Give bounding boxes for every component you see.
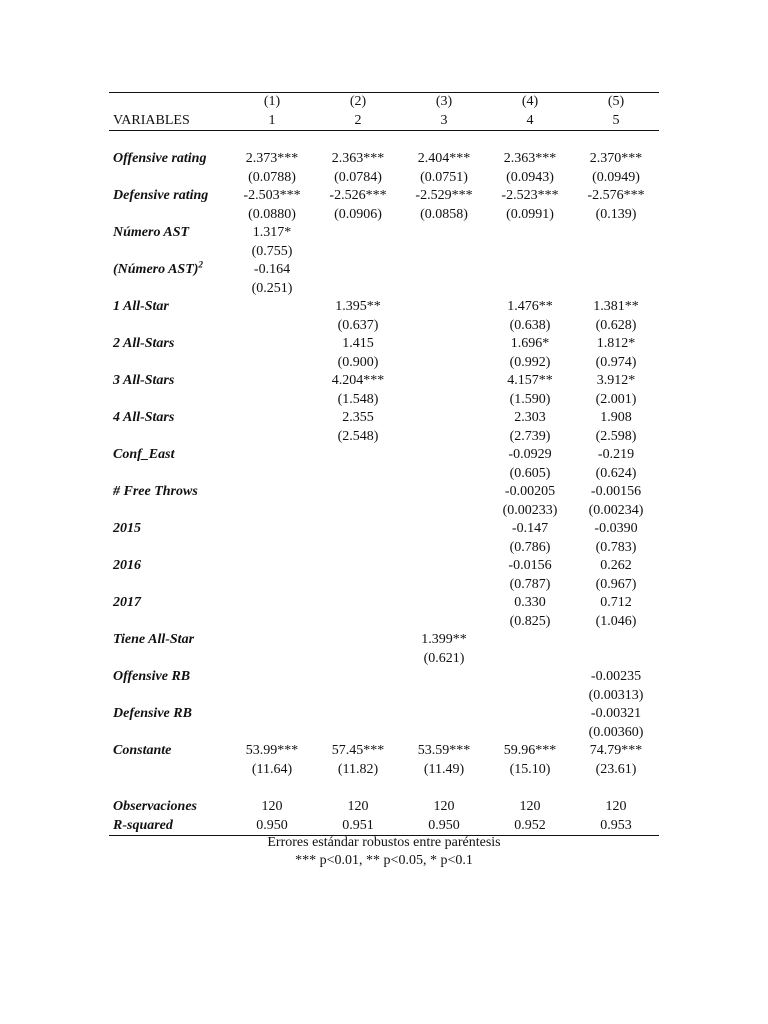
header-row-column-names [109, 112, 659, 131]
header-column-name: 2 [315, 112, 401, 131]
table-row-coefficient [109, 224, 659, 243]
standard-error-cell [315, 724, 401, 743]
statistic-label: R-squared [109, 817, 229, 836]
coefficient-cell: 2.303 [514, 410, 546, 425]
standard-error-cell [401, 502, 487, 521]
standard-error-cell: (0.00313) [588, 687, 644, 703]
coefficient-cell: 0.330 [514, 595, 546, 610]
coefficient-cell [401, 483, 487, 502]
coefficient-cell [401, 409, 487, 428]
standard-error-cell: (15.10) [509, 761, 551, 777]
table-row-coefficient [109, 631, 659, 650]
coefficient-cell [315, 224, 401, 243]
table-row-coefficient [109, 335, 659, 354]
standard-error-cell [315, 650, 401, 669]
standard-error-cell [229, 650, 315, 669]
coefficient-cell [229, 335, 315, 354]
standard-error-cell [315, 502, 401, 521]
variable-label [109, 261, 229, 280]
coefficient-cell [401, 668, 487, 687]
standard-error-cell: (0.992) [509, 354, 551, 370]
variable-label-text: Tiene All-Star [113, 632, 195, 647]
standard-error-cell: (1.548) [337, 391, 379, 407]
coefficient-cell [401, 335, 487, 354]
coefficient-cell [401, 705, 487, 724]
empty-label-cell [109, 391, 229, 410]
variable-label-text: 2017 [113, 595, 141, 610]
header-column-name: 3 [401, 112, 487, 131]
coefficient-cell: -2.523*** [501, 188, 559, 203]
header-column-name: 5 [573, 112, 659, 131]
standard-error-cell: (0.624) [595, 465, 637, 481]
standard-error-cell [229, 428, 315, 447]
coefficient-cell [315, 261, 401, 280]
standard-error-cell: (0.0858) [420, 206, 468, 222]
standard-error-cell [401, 428, 487, 447]
standard-error-cell: (0.967) [595, 576, 637, 592]
table-row-coefficient [109, 261, 659, 280]
standard-error-cell: (2.598) [595, 428, 637, 444]
empty-label-cell [109, 317, 229, 336]
coefficient-cell: 1.381** [593, 299, 639, 314]
empty-label-cell [109, 687, 229, 706]
table-row-coefficient [109, 520, 659, 539]
statistic-value: 120 [605, 799, 627, 814]
variable-label-text: Número AST [113, 225, 190, 240]
coefficient-cell: 1.399** [421, 632, 467, 647]
standard-error-cell: (0.825) [509, 613, 551, 629]
standard-error-cell [315, 465, 401, 484]
standard-error-cell: (0.786) [509, 539, 551, 555]
variable-label-text: 4 All-Stars [113, 410, 175, 425]
coefficient-cell: -2.526*** [329, 188, 387, 203]
empty-label-cell [109, 428, 229, 447]
table-row-standard-error [109, 206, 659, 225]
standard-error-cell: (0.974) [595, 354, 637, 370]
table-row-statistic [109, 798, 659, 817]
standard-error-cell [487, 724, 573, 743]
standard-error-cell [573, 650, 659, 669]
standard-error-cell: (1.590) [509, 391, 551, 407]
coefficient-cell: 4.204*** [331, 373, 385, 388]
variable-label [109, 409, 229, 428]
table-row-standard-error [109, 613, 659, 632]
table-row-standard-error [109, 317, 659, 336]
coefficient-cell: -0.164 [253, 262, 291, 277]
standard-error-cell [401, 539, 487, 558]
variable-label-text: Offensive RB [113, 669, 191, 684]
table-row-standard-error [109, 761, 659, 780]
standard-error-cell [487, 650, 573, 669]
coefficient-cell [401, 372, 487, 391]
coefficient-cell [573, 261, 659, 280]
empty-label-cell [109, 613, 229, 632]
header-row-column-numbers [109, 93, 659, 112]
table-row-coefficient [109, 187, 659, 206]
table-body [109, 131, 659, 799]
variable-label [109, 557, 229, 576]
variable-label-text: Constante [113, 743, 172, 758]
standard-error-cell: (0.251) [251, 280, 293, 296]
table-row-standard-error [109, 687, 659, 706]
coefficient-cell [401, 594, 487, 613]
coefficient-cell: 2.363*** [503, 151, 557, 166]
empty-label-cell [109, 206, 229, 225]
coefficient-cell [401, 298, 487, 317]
standard-error-cell: (1.046) [595, 613, 637, 629]
table-row-coefficient [109, 705, 659, 724]
table-row-coefficient [109, 557, 659, 576]
regression-table [109, 92, 659, 836]
standard-error-cell [573, 243, 659, 262]
variable-label [109, 224, 229, 243]
coefficient-cell: -0.00235 [590, 669, 642, 684]
coefficient-cell [487, 261, 573, 280]
variable-label-text: # Free Throws [113, 484, 198, 499]
coefficient-cell [401, 520, 487, 539]
empty-label-cell [109, 354, 229, 373]
standard-error-cell [315, 687, 401, 706]
table-row-standard-error [109, 724, 659, 743]
statistic-value: 120 [347, 799, 369, 814]
coefficient-cell: 2.404*** [417, 151, 471, 166]
standard-error-cell [229, 354, 315, 373]
standard-error-cell: (0.783) [595, 539, 637, 555]
header-column-number: (5) [573, 93, 659, 112]
standard-error-cell [229, 576, 315, 595]
variable-label-text: 1 All-Star [113, 299, 169, 314]
table-row-coefficient [109, 150, 659, 169]
coefficient-cell [573, 224, 659, 243]
table-footer [109, 798, 659, 836]
coefficient-cell: 1.812* [596, 336, 636, 351]
standard-error-cell: (0.0906) [334, 206, 382, 222]
coefficient-cell: 1.395** [335, 299, 381, 314]
standard-error-cell: (0.637) [337, 317, 379, 333]
standard-error-cell [229, 465, 315, 484]
standard-error-cell [401, 465, 487, 484]
statistic-value: 120 [433, 799, 455, 814]
empty-label-cell [109, 539, 229, 558]
statistic-value: 0.952 [487, 817, 573, 836]
empty-label-cell [109, 280, 229, 299]
coefficient-cell: 2.373*** [245, 151, 299, 166]
standard-error-cell [315, 280, 401, 299]
coefficient-cell [229, 594, 315, 613]
coefficient-cell: -2.529*** [415, 188, 473, 203]
standard-error-cell: (0.787) [509, 576, 551, 592]
coefficient-cell: -0.0156 [508, 558, 552, 573]
table-row-standard-error [109, 354, 659, 373]
coefficient-cell: 3.912* [596, 373, 636, 388]
table-row-standard-error [109, 428, 659, 447]
header-column-number: (4) [487, 93, 573, 112]
header-variables-label: VARIABLES [109, 112, 229, 131]
variable-label-text: Defensive RB [113, 706, 192, 721]
variable-label-text: Conf_East [113, 447, 175, 462]
coefficient-cell: 53.99*** [245, 743, 299, 758]
standard-error-cell [315, 243, 401, 262]
table-header [109, 93, 659, 131]
standard-error-cell [487, 243, 573, 262]
standard-error-cell [487, 687, 573, 706]
empty-label-cell [109, 465, 229, 484]
variable-label-text: Defensive rating [113, 188, 209, 203]
variable-label [109, 187, 229, 206]
variable-label-text: 2 All-Stars [113, 336, 175, 351]
table-row-coefficient [109, 409, 659, 428]
standard-error-cell [401, 687, 487, 706]
variable-label-text: 2015 [113, 521, 141, 536]
empty-label-cell [109, 761, 229, 780]
standard-error-cell: (0.638) [509, 317, 551, 333]
coefficient-cell: 74.79*** [589, 743, 643, 758]
coefficient-cell [315, 668, 401, 687]
variable-label [109, 446, 229, 465]
standard-error-cell: (11.82) [337, 761, 379, 777]
standard-error-cell [229, 613, 315, 632]
spacer-row [109, 131, 659, 151]
variable-label [109, 372, 229, 391]
coefficient-cell: 57.45*** [331, 743, 385, 758]
header-column-name: 4 [487, 112, 573, 131]
variable-label-text: (Número AST) [113, 262, 199, 277]
table-row-standard-error [109, 243, 659, 262]
coefficient-cell: 59.96*** [503, 743, 557, 758]
coefficient-cell: -2.576*** [587, 188, 645, 203]
coefficient-cell [315, 483, 401, 502]
standard-error-cell [487, 280, 573, 299]
empty-label-cell [109, 502, 229, 521]
coefficient-cell [229, 631, 315, 650]
standard-error-cell: (0.0991) [506, 206, 554, 222]
coefficient-cell [573, 631, 659, 650]
coefficient-cell: 0.712 [600, 595, 632, 610]
table-row-coefficient [109, 483, 659, 502]
standard-error-cell: (0.0949) [592, 169, 640, 185]
standard-error-cell [401, 280, 487, 299]
variable-label [109, 742, 229, 761]
coefficient-cell: 2.363*** [331, 151, 385, 166]
coefficient-cell: 1.476** [507, 299, 553, 314]
standard-error-cell [401, 613, 487, 632]
coefficient-cell [315, 520, 401, 539]
table-row-standard-error [109, 539, 659, 558]
coefficient-cell [229, 557, 315, 576]
table-row-coefficient [109, 742, 659, 761]
variable-label [109, 705, 229, 724]
standard-error-cell [401, 243, 487, 262]
variable-label [109, 520, 229, 539]
standard-error-cell: (0.628) [595, 317, 637, 333]
standard-error-cell: (0.0784) [334, 169, 382, 185]
table-row-standard-error [109, 280, 659, 299]
coefficient-cell [229, 372, 315, 391]
table-row-standard-error [109, 465, 659, 484]
coefficient-cell: -0.0390 [594, 521, 638, 536]
standard-error-cell [229, 391, 315, 410]
standard-error-cell [401, 317, 487, 336]
coefficient-cell [487, 705, 573, 724]
coefficient-cell [315, 705, 401, 724]
variable-label [109, 668, 229, 687]
coefficient-cell: 53.59*** [417, 743, 471, 758]
coefficient-cell [229, 668, 315, 687]
standard-error-cell [315, 613, 401, 632]
standard-error-cell [573, 280, 659, 299]
header-column-number: (3) [401, 93, 487, 112]
coefficient-cell: 1.908 [600, 410, 632, 425]
variable-label [109, 483, 229, 502]
standard-error-cell [229, 502, 315, 521]
standard-error-cell [401, 724, 487, 743]
coefficient-cell: -0.00321 [590, 706, 642, 721]
variable-label [109, 335, 229, 354]
standard-error-cell [401, 391, 487, 410]
standard-error-cell: (0.0788) [248, 169, 296, 185]
table-row-standard-error [109, 576, 659, 595]
statistic-value: 0.953 [573, 817, 659, 836]
header-column-number: (1) [229, 93, 315, 112]
coefficient-cell [229, 446, 315, 465]
coefficient-cell [315, 446, 401, 465]
coefficient-cell: 4.157** [507, 373, 553, 388]
table-row-standard-error [109, 169, 659, 188]
table-row-coefficient [109, 594, 659, 613]
statistic-value: 120 [519, 799, 541, 814]
statistic-label: Observaciones [113, 799, 197, 814]
standard-error-cell: (11.49) [423, 761, 465, 777]
coefficient-cell [229, 409, 315, 428]
standard-error-cell [229, 317, 315, 336]
variable-label [109, 631, 229, 650]
coefficient-cell [229, 705, 315, 724]
standard-error-cell: (2.739) [509, 428, 551, 444]
empty-label-cell [109, 169, 229, 188]
coefficient-cell [401, 446, 487, 465]
header-column-number: (2) [315, 93, 401, 112]
empty-label-cell [109, 724, 229, 743]
standard-error-cell [315, 539, 401, 558]
standard-error-cell: (0.621) [423, 650, 465, 666]
coefficient-cell: -0.00156 [590, 484, 642, 499]
standard-error-cell [401, 576, 487, 595]
spacer-row [109, 779, 659, 798]
coefficient-cell [315, 557, 401, 576]
statistic-value: 0.950 [401, 817, 487, 836]
standard-error-cell: (0.0751) [420, 169, 468, 185]
coefficient-cell [229, 483, 315, 502]
table-row-coefficient [109, 372, 659, 391]
standard-error-cell: (23.61) [595, 761, 637, 777]
empty-label-cell [109, 243, 229, 262]
header-column-name: 1 [229, 112, 315, 131]
coefficient-cell [229, 298, 315, 317]
coefficient-cell [487, 668, 573, 687]
table-note-significance: *** p<0.01, ** p<0.05, * p<0.1 [295, 853, 473, 868]
coefficient-cell [229, 520, 315, 539]
coefficient-cell [401, 224, 487, 243]
standard-error-cell [229, 539, 315, 558]
header-empty-cell [109, 93, 229, 112]
statistic-value: 0.951 [315, 817, 401, 836]
standard-error-cell: (0.900) [337, 354, 379, 370]
standard-error-cell: (0.00233) [502, 502, 558, 518]
coefficient-cell [487, 631, 573, 650]
statistic-value: 120 [261, 799, 283, 814]
coefficient-cell: 1.317* [252, 225, 292, 240]
coefficient-cell [315, 594, 401, 613]
table-row-coefficient [109, 298, 659, 317]
standard-error-cell: (0.0943) [506, 169, 554, 185]
table-row-statistic [109, 817, 659, 836]
table-row-standard-error [109, 650, 659, 669]
coefficient-cell: 2.355 [342, 410, 374, 425]
coefficient-cell: 2.370*** [589, 151, 643, 166]
coefficient-cell: -0.219 [597, 447, 635, 462]
standard-error-cell [229, 687, 315, 706]
coefficient-cell: -0.147 [511, 521, 549, 536]
coefficient-cell [315, 631, 401, 650]
coefficient-cell: 0.262 [600, 558, 632, 573]
standard-error-cell: (2.548) [337, 428, 379, 444]
standard-error-cell: (0.00234) [588, 502, 644, 518]
empty-label-cell [109, 650, 229, 669]
statistic-value: 0.950 [229, 817, 315, 836]
variable-label-text: Offensive rating [113, 151, 207, 166]
table-row-coefficient [109, 446, 659, 465]
standard-error-cell: (0.755) [251, 243, 293, 259]
coefficient-cell: -2.503*** [243, 188, 301, 203]
variable-label-text: 2016 [113, 558, 141, 573]
coefficient-cell [401, 261, 487, 280]
standard-error-cell: (0.139) [595, 206, 637, 222]
standard-error-cell [401, 354, 487, 373]
variable-label [109, 150, 229, 169]
standard-error-cell [315, 576, 401, 595]
coefficient-cell: -0.0929 [508, 447, 552, 462]
variable-label [109, 298, 229, 317]
standard-error-cell: (11.64) [251, 761, 293, 777]
coefficient-cell: -0.00205 [504, 484, 556, 499]
standard-error-cell: (0.00360) [588, 724, 644, 740]
table-row-coefficient [109, 668, 659, 687]
standard-error-cell: (2.001) [595, 391, 637, 407]
standard-error-cell [229, 724, 315, 743]
coefficient-cell [401, 557, 487, 576]
variable-label [109, 594, 229, 613]
variable-label-superscript: 2 [198, 259, 203, 270]
empty-label-cell [109, 576, 229, 595]
coefficient-cell: 1.696* [510, 336, 550, 351]
table-row-standard-error [109, 502, 659, 521]
table-note-standard-errors: Errores estándar robustos entre paréntesis [267, 835, 501, 850]
standard-error-cell: (0.605) [509, 465, 551, 481]
variable-label-text: 3 All-Stars [113, 373, 175, 388]
coefficient-cell [487, 224, 573, 243]
coefficient-cell: 1.415 [342, 336, 374, 351]
standard-error-cell: (0.0880) [248, 206, 296, 222]
table-row-standard-error [109, 391, 659, 410]
